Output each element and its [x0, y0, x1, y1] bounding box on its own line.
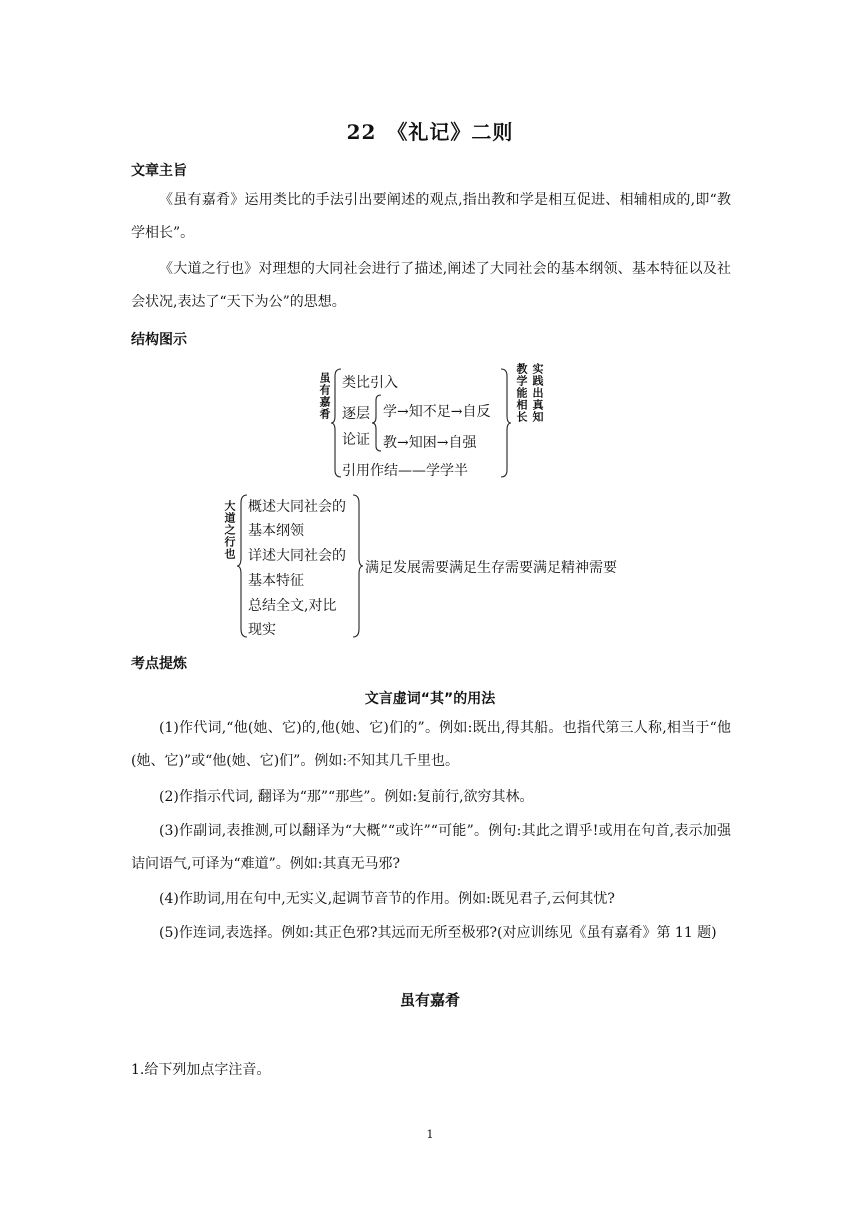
diagram1-sub-teach: 教→知困→自强 — [383, 435, 477, 451]
points-paragraph-3: (3)作副词,表推测,可以翻译为“大概”“或许”“可能”。例句:其此之谓乎!或用在句首,表示加强诘问语气,可译为“难道”。例如:其真无马邪? — [131, 823, 731, 872]
exercise-question-1: 1.给下列加点字注音。 — [131, 1062, 271, 1078]
diagram1-conclusion-left: 教学能相长 — [515, 363, 528, 423]
diagram1-item-progressive-b: 论证 — [342, 432, 370, 448]
diagram1-sub-learn: 学→知不足→自反 — [383, 404, 491, 420]
diagram2-item-2: 基本纲领 — [248, 523, 304, 539]
theme-paragraph-2: 《大道之行也》对理想的大同社会进行了描述,阐述了大同社会的基本纲领、基本特征以及社会状况,表达了“天下为公”的思想。 — [131, 261, 731, 310]
theme-heading: 文章主旨 — [131, 163, 187, 179]
diagram2-left-brace — [238, 494, 248, 638]
diagram2-item-6: 现实 — [248, 622, 276, 638]
diagram1-item-quote: 引用作结——学学半 — [342, 463, 468, 479]
page-number: 1 — [426, 1128, 434, 1141]
diagram2-conclusion: 满足发展需要满足生存需要满足精神需要 — [365, 560, 617, 576]
points-paragraph-4: (4)作助词,用在句中,无实义,起调节音节的作用。例如:既见君子,云何其忧? — [159, 891, 615, 907]
diagram1-conclusion-right: 实践出真知 — [531, 363, 544, 423]
diagram2-item-4: 基本特征 — [248, 573, 304, 589]
points-subtitle: 文言虚词“其”的用法 — [364, 691, 496, 707]
points-paragraph-5: (5)作连词,表选择。例如:其正色邪?其远而无所至极邪?(对应训练见《虽有嘉肴》第 11 题) — [159, 925, 717, 941]
diagram2-item-5: 总结全文,对比 — [248, 598, 337, 614]
exercise-heading: 虽有嘉肴 — [399, 991, 460, 1009]
diagram2-item-1: 概述大同社会的 — [248, 499, 346, 515]
diagram2-item-3: 详述大同社会的 — [248, 548, 346, 564]
structure-heading: 结构图示 — [131, 332, 187, 348]
page-title: 22 《礼记》二则 — [346, 120, 514, 144]
diagram2-root-label: 大道之行也 — [223, 500, 236, 560]
points-heading: 考点提炼 — [131, 656, 187, 672]
diagram1-inner-brace — [372, 394, 382, 452]
diagram1-left-brace — [332, 368, 342, 478]
theme-paragraph-1: 《虽有嘉肴》运用类比的手法引出要阐述的观点,指出教和学是相互促进、相辅相成的,即“教学相长”。 — [131, 192, 731, 241]
points-paragraph-2: (2)作指示代词, 翻译为“那”“那些”。例如:复前行,欲穷其林。 — [159, 789, 534, 805]
diagram1-item-progressive-a: 逐层 — [342, 406, 370, 422]
diagram1-root-label: 虽有嘉肴 — [318, 372, 331, 420]
diagram1-right-brace — [500, 368, 512, 478]
diagram1-item-analogy: 类比引入 — [342, 375, 398, 391]
points-paragraph-1: (1)作代词,“他(她、它)的,他(她、它)们的”。例如:既出,得其船。也指代第三人称,相当于“他(她、它)”或“他(她、它)们”。例如:不知其几千里也。 — [131, 720, 731, 769]
diagram2-right-brace — [352, 494, 364, 638]
